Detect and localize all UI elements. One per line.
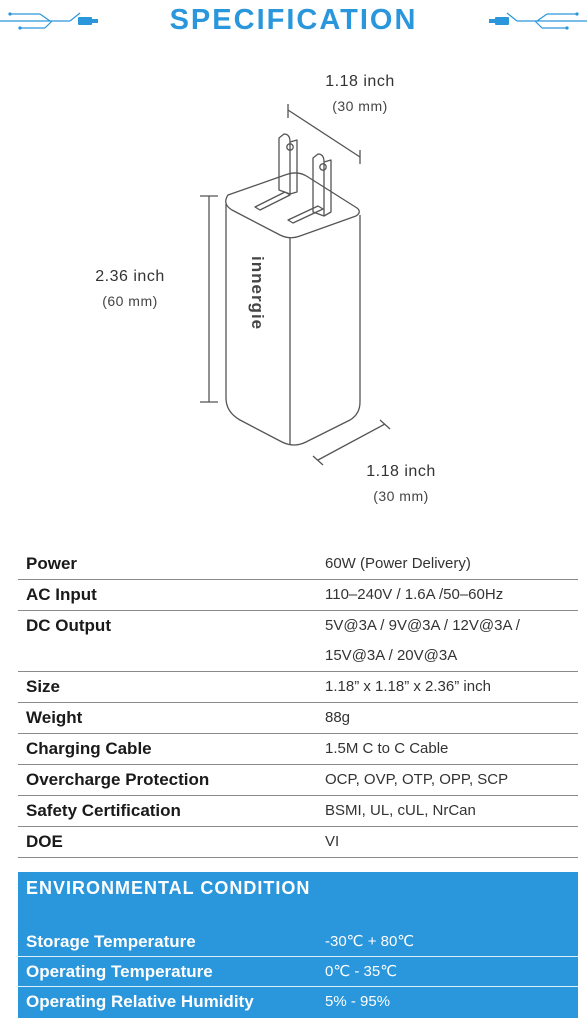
spec-table xyxy=(18,549,578,858)
spec-value: 88g xyxy=(325,709,351,726)
spec-row-safety-certification xyxy=(18,796,578,827)
spec-value: VI xyxy=(325,833,340,850)
top-dimension-label xyxy=(300,70,420,118)
env-key: Operating Relative Humidity xyxy=(26,992,254,1011)
env-row-storage-temperature xyxy=(18,927,578,957)
spec-value-line: 5V@3A / 9V@3A / 12V@3A / xyxy=(325,617,520,634)
height-dimension-inch: 2.36 inch xyxy=(95,268,165,285)
top-dimension-inch: 1.18 inch xyxy=(325,73,395,90)
env-key: Storage Temperature xyxy=(26,932,196,951)
brand-logo: innergie xyxy=(248,256,267,331)
bottom-dimension-label xyxy=(341,460,461,508)
spec-key: Charging Cable xyxy=(26,739,152,758)
env-value: 5% - 95% xyxy=(325,993,391,1010)
spec-key: Weight xyxy=(26,708,83,727)
environmental-condition-panel xyxy=(18,872,578,1018)
spec-row-ac-input xyxy=(18,580,578,611)
spec-value xyxy=(325,611,578,671)
environment-rows xyxy=(18,927,578,1016)
spec-value: 60W (Power Delivery) xyxy=(325,555,471,572)
spec-row-weight xyxy=(18,703,578,734)
spec-value-line: 15V@3A / 20V@3A xyxy=(325,647,458,664)
header xyxy=(0,0,587,44)
circuit-decoration-icon xyxy=(477,8,587,34)
spec-key: AC Input xyxy=(26,585,97,604)
spec-row-doe xyxy=(18,827,578,858)
spec-value: 1.18” x 1.18” x 2.36” inch xyxy=(325,678,491,695)
spec-value: 1.5M C to C Cable xyxy=(325,740,449,757)
height-dimension-label xyxy=(70,265,190,313)
spec-row-overcharge-protection xyxy=(18,765,578,796)
spec-value: OCP, OVP, OTP, OPP, SCP xyxy=(325,771,509,788)
spec-key: DC Output xyxy=(26,616,111,635)
spec-key: Size xyxy=(26,677,61,696)
spec-key: DOE xyxy=(26,832,63,851)
page-title: SPECIFICATION xyxy=(169,4,418,36)
bottom-dimension-mm: (30 mm) xyxy=(373,488,429,504)
spec-key: Safety Certification xyxy=(26,801,181,820)
spec-value: BSMI, UL, cUL, NrCan xyxy=(325,802,476,819)
spec-row-dc-output xyxy=(18,611,578,672)
env-value: -30℃ + 80℃ xyxy=(325,933,415,950)
section-title: ENVIRONMENTAL CONDITION xyxy=(26,878,311,898)
spec-value: 110–240V / 1.6A /50–60Hz xyxy=(325,586,504,603)
env-value: 0℃ - 35℃ xyxy=(325,963,398,980)
spec-key: Overcharge Protection xyxy=(26,770,210,789)
env-row-operating-humidity xyxy=(18,987,578,1016)
spec-row-charging-cable xyxy=(18,734,578,765)
spec-row-size xyxy=(18,672,578,703)
env-key: Operating Temperature xyxy=(26,962,213,981)
bottom-dimension-inch: 1.18 inch xyxy=(366,463,436,480)
env-row-operating-temperature xyxy=(18,957,578,987)
spec-key: Power xyxy=(26,554,78,573)
product-dimension-diagram xyxy=(0,60,587,520)
top-dimension-mm: (30 mm) xyxy=(332,98,388,114)
height-dimension-mm: (60 mm) xyxy=(102,293,158,309)
spec-row-power xyxy=(18,549,578,580)
